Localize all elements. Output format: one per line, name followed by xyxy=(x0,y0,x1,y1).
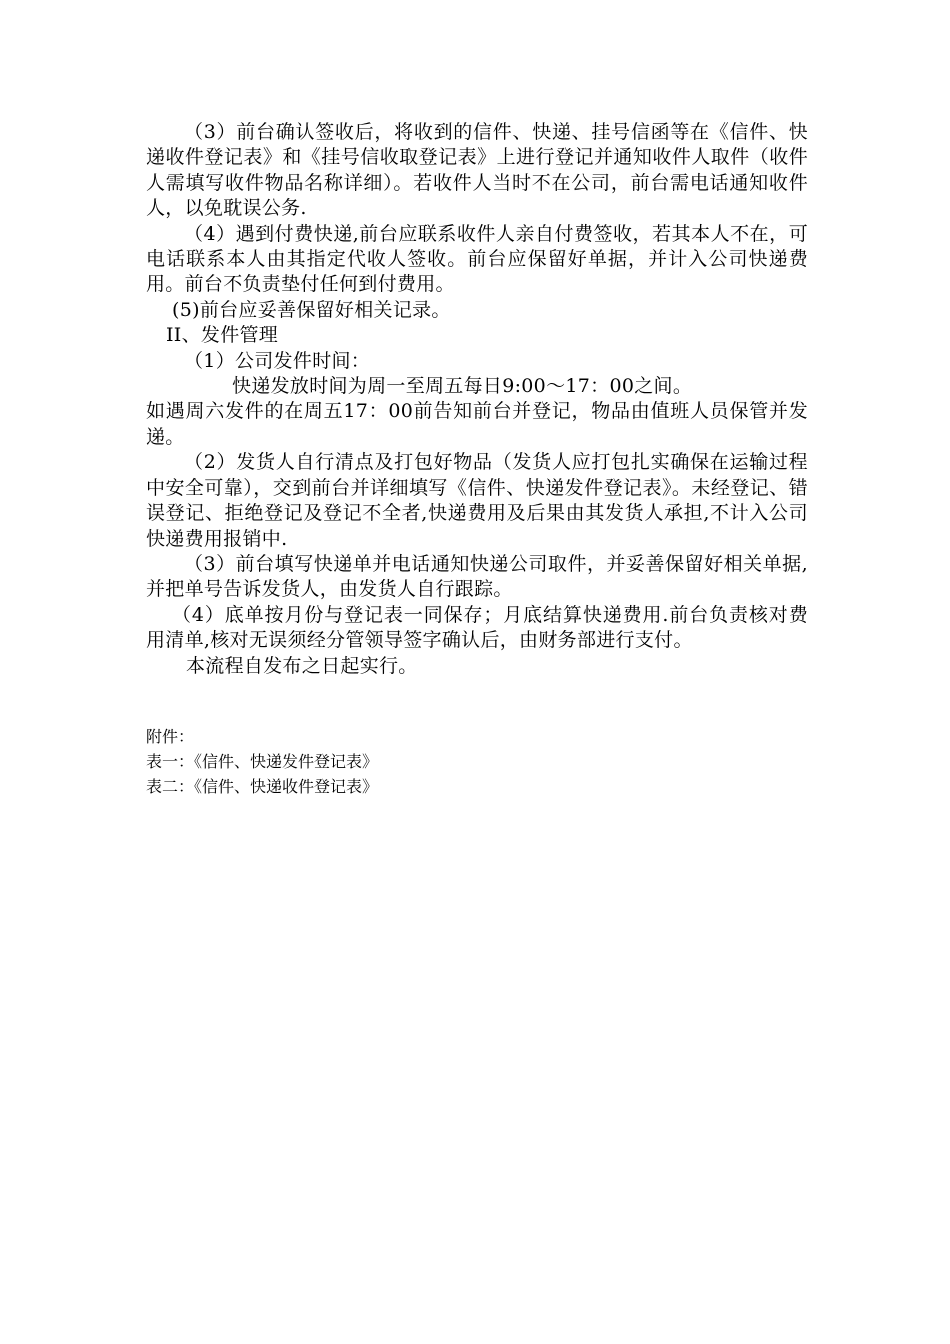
send-item-1-saturday: 如遇周六发件的在周五17：00前告知前台并登记，物品由值班人员保管并发递。 xyxy=(146,400,808,448)
send-item-1-time: 快递发放时间为周一至周五每日9:00～17：00之间。 xyxy=(232,375,693,398)
effective-statement: 本流程自发布之日起实行。 xyxy=(186,654,418,677)
attachment-table-1: 表一：《信件、快递发件登记表》 xyxy=(146,752,379,771)
receive-item-4: （4）遇到付费快递,前台应联系收件人亲自付费签收，若其本人不在，可电话联系本人由其指定代收人签收。前台应保留好单据，并计入公司快递费用。前台不负责垫付任何到付费用。 xyxy=(146,222,808,296)
send-item-1-title: （1）公司发件时间： xyxy=(184,349,371,372)
attachments-heading: 附件： xyxy=(146,727,195,746)
send-item-4: （4）底单按月份与登记表一同保存；月底结算快递费用.前台负责核对费用清单,核对无误须经分管领导签字确认后，由财务部进行支付。 xyxy=(146,603,808,652)
receive-item-5: (5)前台应妥善保留好相关记录。 xyxy=(172,298,451,321)
attachment-table-2: 表二：《信件、快递收件登记表》 xyxy=(146,777,379,796)
section-heading-send: II、发件管理 xyxy=(166,324,279,347)
document-body xyxy=(146,120,808,679)
attachments-section xyxy=(146,724,646,799)
send-item-3: （3）前台填写快递单并电话通知快递公司取件，并妥善保留好相关单据,并把单号告诉发货人，由发货人自行跟踪。 xyxy=(146,552,808,601)
receive-item-3: （3）前台确认签收后，将收到的信件、快递、挂号信函等在《信件、快递收件登记表》和《挂号信收取登记表》上进行登记并通知收件人取件（收件人需填写收件物品名称详细）。若收件人当时不在公司，前台需电话通知收件人，以免耽误公务. xyxy=(146,121,808,220)
send-item-2: （2）发货人自行清点及打包好物品（发货人应打包扎实确保在运输过程中安全可靠），交到前台并详细填写《信件、快递发件登记表》。未经登记、错误登记、拒绝登记及登记不全者,快递费用及后果由其发货人承担,不计入公司快递费用报销中. xyxy=(146,451,808,550)
